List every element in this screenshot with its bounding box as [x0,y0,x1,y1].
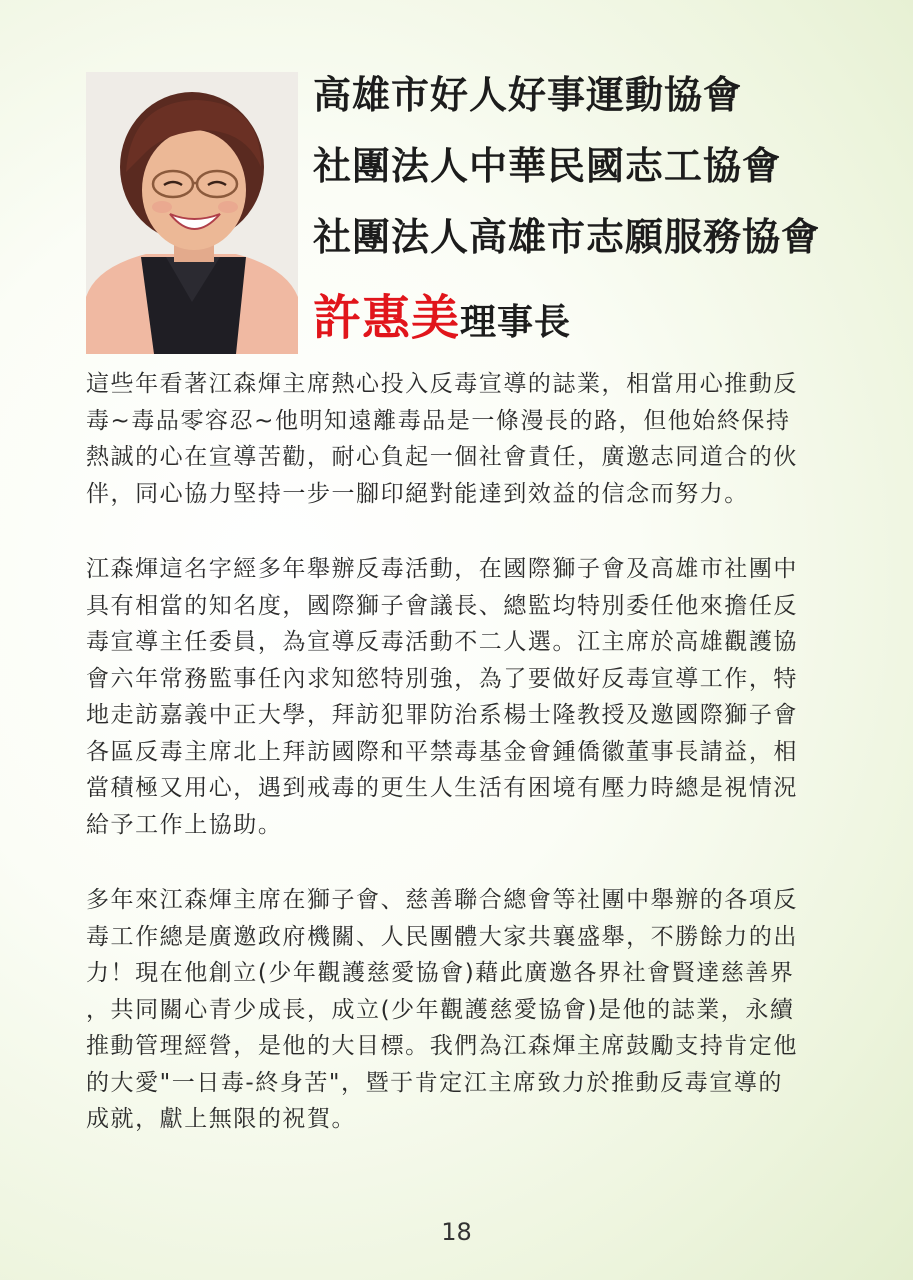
text-line: 毒工作總是廣邀政府機關、人民團體大家共襄盛舉，不勝餘力的出 [86,923,798,950]
text-line: ，共同關心青少成長，成立(少年觀護慈愛協會)是他的誌業，永續 [86,996,795,1023]
paragraph-3 [86,882,846,1138]
text-line: 給予工作上協助。 [86,811,283,838]
text-line: 推動管理經營，是他的大目標。我們為江森煇主席鼓勵支持肯定他 [86,1033,798,1059]
org-name-3: 社團法人高雄市志願服務協會 [313,215,821,259]
org-name-2: 社團法人中華民國志工協會 [313,144,782,188]
text-line: 各區反毒主席北上拜訪國際和平禁毒基金會鍾僑徽董事長請益，相 [86,738,798,765]
text-line: 力！現在他創立(少年觀護慈愛協會)藉此廣邀各界社會賢達慈善界 [86,960,795,986]
portrait-illustration [86,72,298,354]
text-line: 多年來江森煇主席在獅子會、慈善聯合總會等社團中舉辦的各項反 [86,887,798,913]
paragraph-1 [86,366,846,512]
person-heading [313,279,893,348]
text-line: 會六年常務監事任內求知慾特別強，為了要做好反毒宣導工作，特 [86,665,798,692]
page-number: 18 [441,1218,472,1246]
text-line: 具有相當的知名度，國際獅子會議長、總監均特別委任他來擔任反 [86,592,798,619]
paragraph-2 [86,551,846,843]
portrait-photo [86,72,298,354]
text-line: 這些年看著江森煇主席熱心投入反毒宣導的誌業，相當用心推動反 [86,371,798,397]
person-title: 理事長 [460,302,572,343]
text-line: 成就，獻上無限的祝賀。 [86,1106,357,1132]
header-titles [313,72,893,348]
text-line: 熱誠的心在宣導苦勸，耐心負起一個社會責任，廣邀志同道合的伙 [86,444,798,470]
text-line: 當積極又用心，遇到戒毒的更生人生活有困境有壓力時總是視情況 [86,775,798,801]
person-name: 許惠美 [313,290,461,346]
text-line: 毒~毒品零容忍~他明知遠離毒品是一條漫長的路，但他始終保持 [86,407,791,434]
text-line: 毒宣導主任委員，為宣導反毒活動不二人選。江主席於高雄觀護協 [86,629,798,655]
text-line: 江森煇這名字經多年舉辦反毒活動，在國際獅子會及高雄市社團中 [86,556,798,582]
article-body [86,366,846,1177]
text-line: 伴，同心協力堅持一步一腳印絕對能達到效益的信念而努力。 [86,480,749,507]
text-line: 地走訪嘉義中正大學，拜訪犯罪防治系楊士隆教授及邀國際獅子會 [86,702,798,728]
org-name-1: 高雄市好人好事運動協會 [313,73,743,117]
text-line: 的大愛"一日毒-終身苦"，暨于肯定江主席致力於推動反毒宣導的 [86,1069,783,1096]
